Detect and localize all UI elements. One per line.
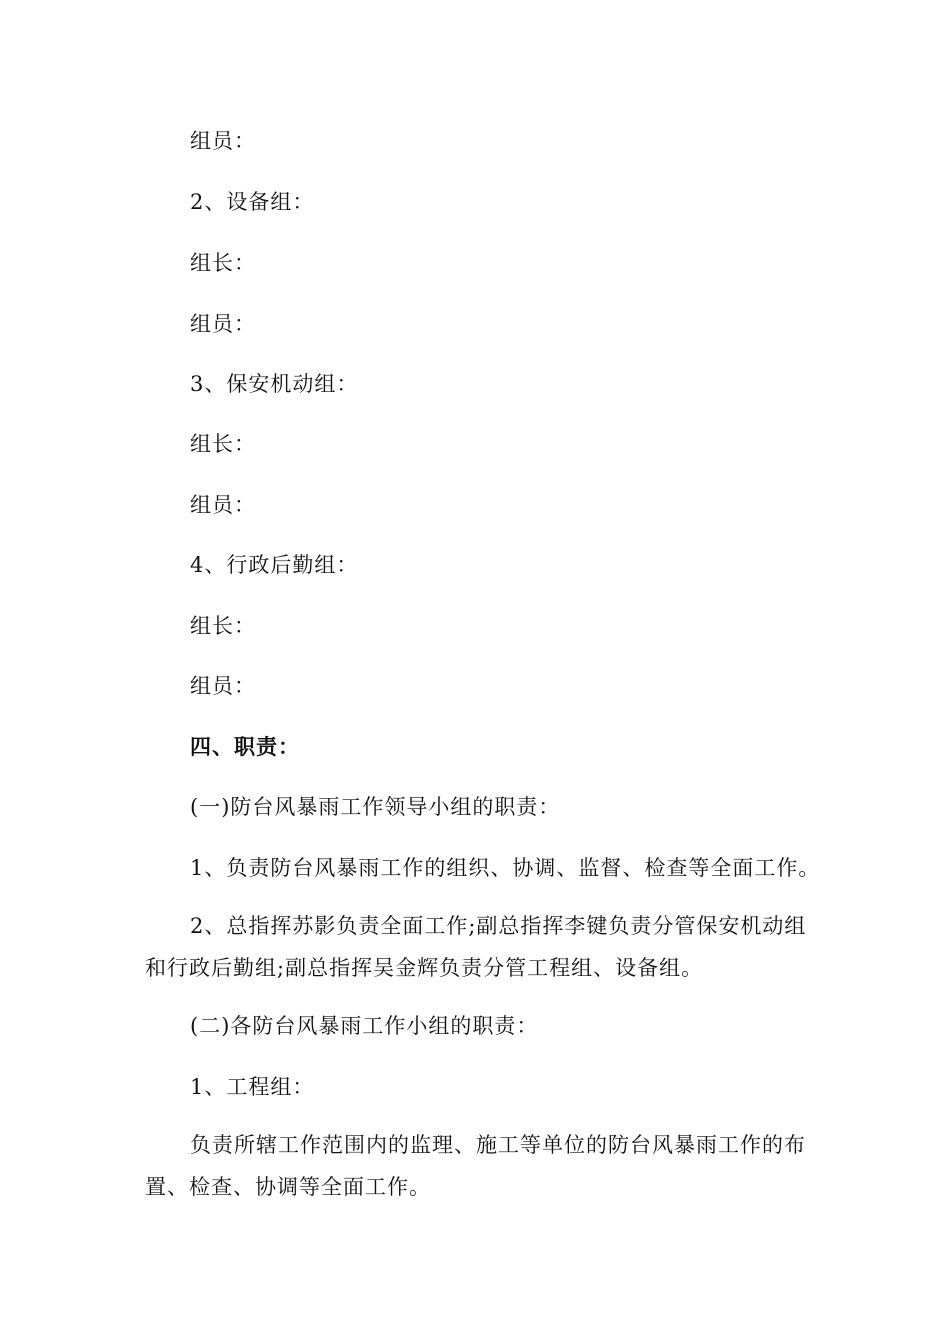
engineering-duty-paragraph: 负责所辖工作范围内的监理、施工等单位的防台风暴雨工作的布置、检查、协调等全面工作。 — [145, 1133, 806, 1199]
leader-label-equipment: 组长： — [190, 251, 256, 275]
member-label-security: 组员： — [190, 493, 256, 517]
admin-group-heading: 4、行政后勤组： — [190, 553, 359, 577]
subsection-group-duties: (二)各防台风暴雨工作小组的职责： — [190, 1014, 539, 1038]
security-group-heading: 3、保安机动组： — [190, 372, 359, 396]
duty-item-1: 1、负责防台风暴雨工作的组织、协调、监督、检查等全面工作。 — [190, 856, 821, 880]
duty-item-2-paragraph: 2、总指挥苏影负责全面工作;副总指挥李键负责分管保安机动组和行政后勤组;副总指挥吴金辉负责分管工程组、设备组。 — [145, 914, 807, 980]
section-heading-duties: 四、职责： — [190, 734, 300, 759]
member-label-equipment: 组员： — [190, 312, 256, 336]
engineering-group-heading: 1、工程组： — [190, 1075, 315, 1099]
leader-label-security: 组长： — [190, 432, 256, 456]
equipment-group-heading: 2、设备组： — [190, 190, 315, 214]
subsection-leadership-duties: (一)防台风暴雨工作领导小组的职责： — [190, 795, 561, 819]
leader-label-admin: 组长： — [190, 614, 256, 638]
member-label-admin: 组员： — [190, 674, 256, 698]
member-label-1: 组员： — [190, 129, 256, 153]
